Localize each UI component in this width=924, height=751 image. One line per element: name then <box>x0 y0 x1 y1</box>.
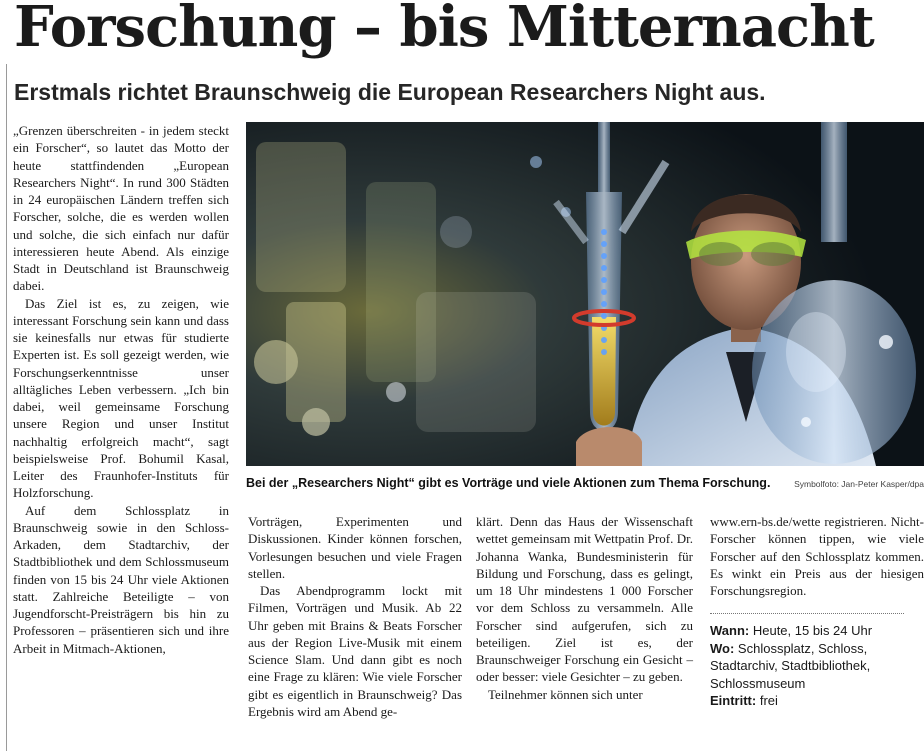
body-column-4 <box>710 513 924 710</box>
subheadline: Erstmals richtet Braunschweig die European Researchers Night aus. <box>14 79 766 105</box>
info-where-value: Schlossplatz, Schloss, Stadtarchiv, Stadtbibliothek, Schlossmuseum <box>710 640 871 691</box>
article-photo <box>246 122 924 466</box>
body-column-2 <box>248 513 462 720</box>
paragraph: Vorträgen, Experimenten und Diskussionen. Kinder können forschen, Vorlesungen besuchen und viele Fragen stellen. <box>248 514 462 581</box>
info-when <box>710 622 924 640</box>
paragraph: „Grenzen überschreiten - in jedem steckt ein Forscher“, so lautet das Motto der heute stattfindenden „European Researchers Night“. In rund 300 Städten in 24 europäischen Ländern treffen sich Forscher, solche, die es werden wollen und solche, die sich einfach nur dafür interessieren heute Abend. Als einzige Stadt in Deutschland ist Braunschweig dabei. <box>13 123 229 294</box>
photo-credit: Symbolfoto: Jan-Peter Kasper/dpa <box>794 479 924 489</box>
paragraph: Auf dem Schlossplatz in Braunschweig sowie in den Schloss-Arkaden, dem Stadtarchiv, der Stadtbibliothek und dem Schlossmuseum finden von 15 bis 24 Uhr viele Aktionen statt. Zahlreiche Beteiligte – von Jugendforscht-Preisträgern bis hin zu Professoren – präsentieren sich und ihre Arbeit in Mitmach-Aktionen, <box>13 502 229 656</box>
paragraph: klärt. Denn das Haus der Wissenschaft wettet gemeinsam mit Wettpatin Prof. Dr. Johanna Wanka, Bundesministerin für Bildung und Forschung, dass es gelingt, um 18 Uhr mindestens 1 000 Forscher vor dem Schloss zu versammeln. Alle Forscher sind aufgerufen, sich zu beteiligen. Ziel ist es, der Braunschweiger Forschung ein Gesicht – oder besser: viele Gesichter – zu geben. <box>476 514 693 685</box>
left-column-rule <box>6 64 7 751</box>
body-column-3 <box>476 513 693 703</box>
info-where <box>710 640 924 693</box>
lab-photo-illustration <box>246 122 924 466</box>
info-divider <box>710 613 904 614</box>
info-when-label: Wann: <box>710 623 750 639</box>
photo-caption: Bei der „Researchers Night“ gibt es Vorträge und viele Aktionen zum Thema Forschung. <box>246 476 771 490</box>
info-entry-value: frei <box>756 693 778 709</box>
paragraph: Das Abendprogramm lockt mit Filmen, Vorträgen und Musik. Ab 22 Uhr geben mit Brains & Beats Forscher aus der Region Live-Musik mit einem Science Slam. Und dann gibt es noch eine Frage zu klären: Wie viele Forscher gibt es eigentlich in Braunschweig? Das Ergebnis wird am Abend ge- <box>248 583 462 719</box>
info-when-value: Heute, 15 bis 24 Uhr <box>749 623 873 639</box>
info-where-label: Wo: <box>710 640 735 656</box>
paragraph: Das Ziel ist es, zu zeigen, wie interessant Forschung sein kann und dass sie keinesfalls nur etwas für studierte Experten ist. Es soll gezeigt werden, wie Forschungserkenntnisse unser alltägliches Leben verbessern. „Ich bin dabei, weil gemeinsame Forschung unsere Region und unser Institut nachhaltig erfolgreich macht“, sagt beispielsweise Prof. Bohumil Kasal, Leiter des Fraunhofer-Instituts für Holzforschung. <box>13 295 229 501</box>
info-entry <box>710 692 924 710</box>
body-column-1 <box>13 122 229 657</box>
paragraph: Teilnehmer können sich unter <box>488 686 643 702</box>
info-box <box>710 622 924 710</box>
paragraph: www.ern-bs.de/wette registrieren. Nicht-Forscher können tippen, wie viele Forscher auf den Schlossplatz kommen. Es winkt ein Preis aus der hiesigen Forschungsregion. <box>710 514 924 598</box>
info-entry-label: Eintritt: <box>710 693 757 709</box>
headline: Forschung – bis Mitternacht <box>14 0 874 60</box>
